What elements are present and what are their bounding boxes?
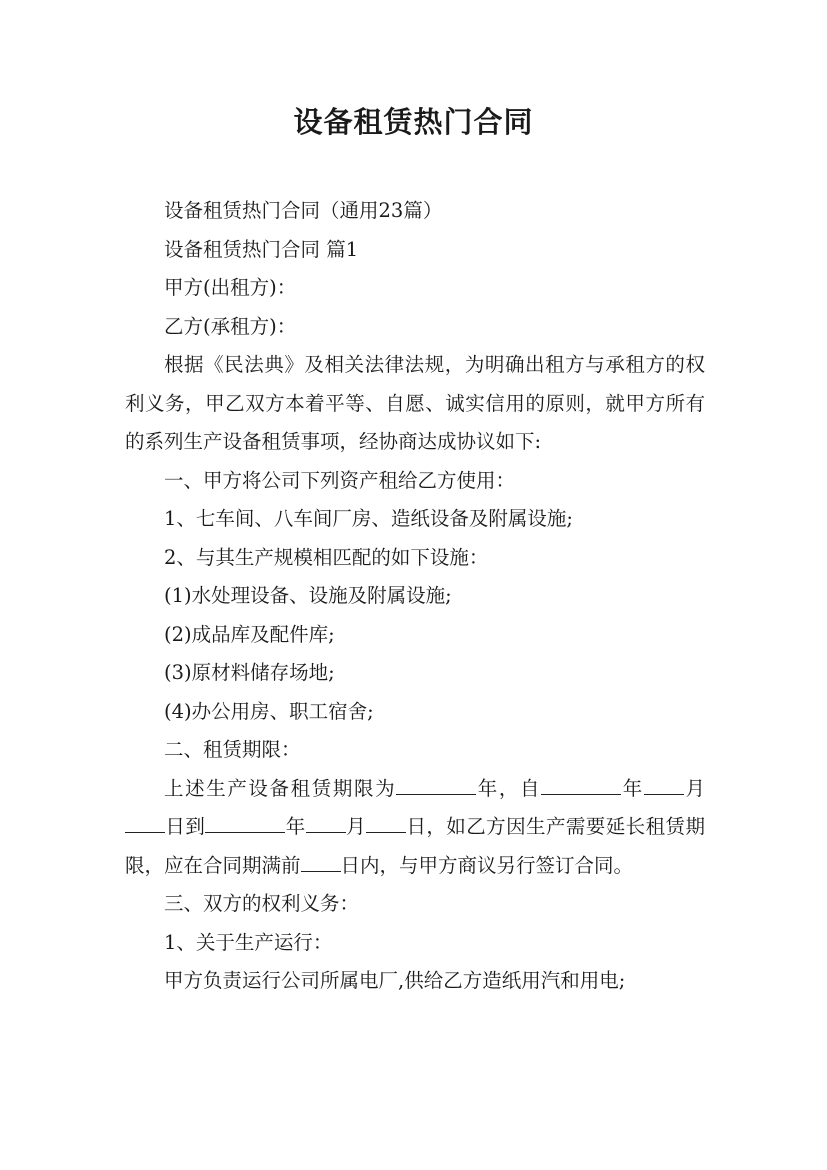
blank-end-month[interactable] <box>306 808 346 833</box>
blank-start-day[interactable] <box>125 808 165 833</box>
paragraph-item-1: 1、七车间、八车间厂房、造纸设备及附属设施; <box>164 507 573 530</box>
document-title: 设备租赁热门合同 <box>293 105 534 139</box>
paragraph-clause-3-item-1: 1、关于生产运行： <box>164 930 333 954</box>
term-text-8: 日，如乙方因生产需要延长租赁期限，应在合同期满前 <box>125 815 705 877</box>
term-text-3: 年 <box>621 776 644 800</box>
term-text-9: 日内，与甲方商议另行签订合同。 <box>340 853 634 877</box>
blank-start-month[interactable] <box>644 770 684 795</box>
paragraph-party-a: 甲方(出租方)： <box>164 276 297 299</box>
document-body <box>125 192 705 1001</box>
term-text-4: 月 <box>683 776 705 800</box>
paragraph-term-clause <box>125 770 705 886</box>
paragraph-clause-3-text: 甲方负责运行公司所属电厂,供给乙方造纸用汽和用电; <box>164 969 626 992</box>
term-text-7: 月 <box>345 815 367 838</box>
term-text-2: 年，自 <box>476 776 542 800</box>
paragraph-clause-3: 三、双方的权利义务： <box>164 892 360 915</box>
paragraph-item-2: 2、与其生产规模相匹配的如下设施： <box>164 545 489 569</box>
paragraph-subitem-2: (2)成品库及配件库; <box>164 622 335 646</box>
blank-end-year[interactable] <box>205 808 285 833</box>
paragraph-clause-1: 一、甲方将公司下列资产租给乙方使用： <box>164 468 516 492</box>
term-text-1: 上述生产设备租赁期限为 <box>164 776 397 800</box>
paragraph-subitem-1: (1)水处理设备、设施及附属设施; <box>164 584 452 607</box>
paragraph-subitem-4: (4)办公用房、职工宿舍; <box>164 699 374 723</box>
blank-notice-days[interactable] <box>301 847 341 872</box>
paragraph-subitem-3: (3)原材料储存场地; <box>164 661 335 684</box>
paragraph-clause-2: 二、租赁期限： <box>164 738 301 761</box>
paragraph-section-heading: 设备租赁热门合同 篇1 <box>164 237 359 261</box>
term-text-5: 日到 <box>165 815 206 838</box>
blank-end-day[interactable] <box>366 808 406 833</box>
blank-start-year[interactable] <box>541 770 621 795</box>
term-text-6: 年 <box>285 815 306 838</box>
paragraph-subtitle: 设备租赁热门合同（通用23篇） <box>164 199 443 222</box>
paragraph-preamble: 根据《民法典》及相关法律法规，为明确出租方与承租方的权利义务，甲乙双方本着平等、自愿、诚实信用的原则，就甲方所有的系列生产设备租赁事项，经协商达成协议如下: <box>125 353 705 453</box>
blank-years[interactable] <box>396 770 476 795</box>
paragraph-party-b: 乙方(承租方)： <box>164 314 297 338</box>
